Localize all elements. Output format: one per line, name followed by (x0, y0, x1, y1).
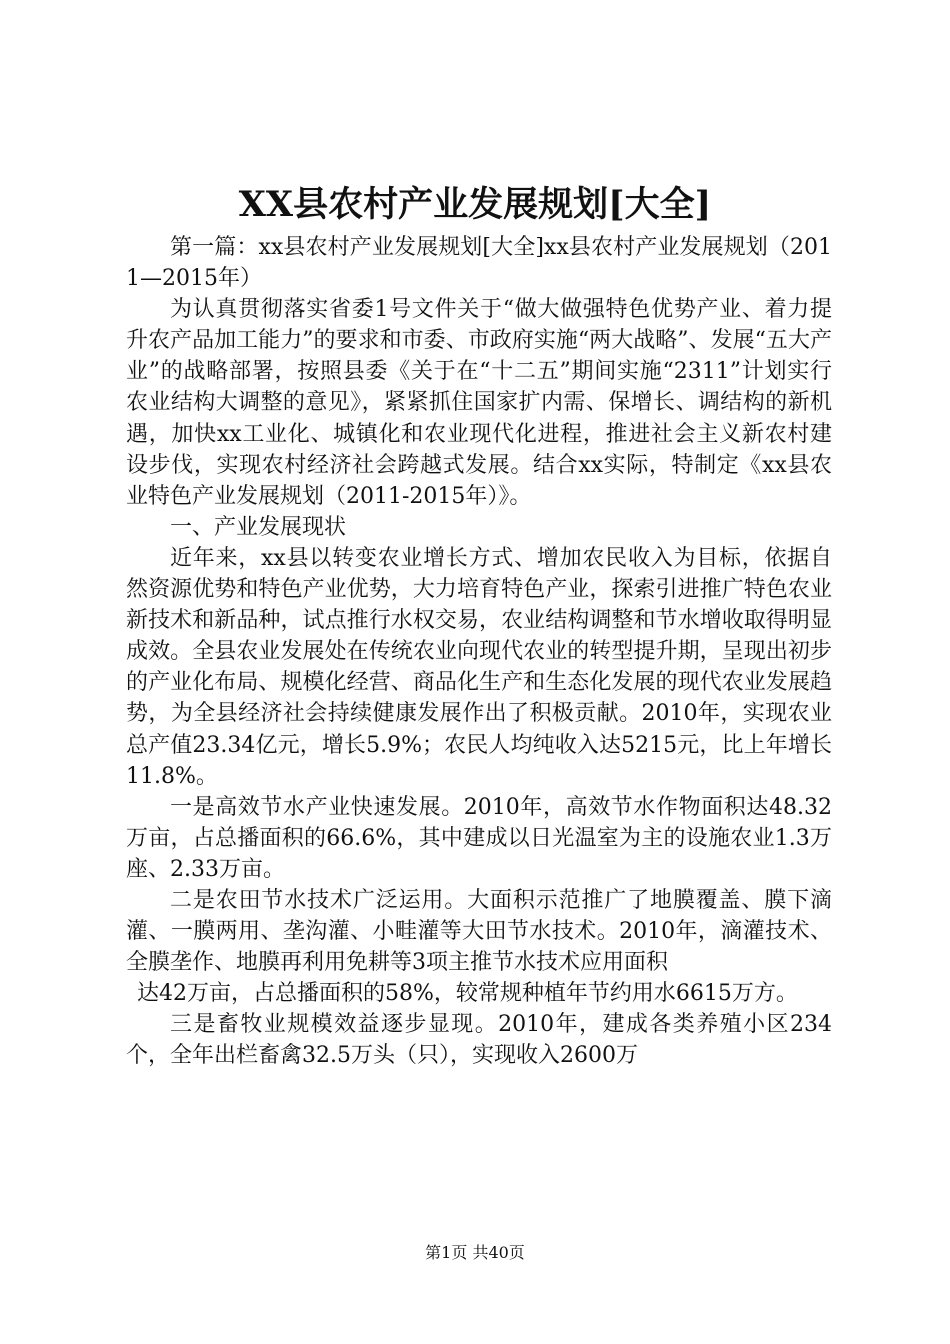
page-footer: 第1页 共40页 (425, 1243, 525, 1262)
paragraph-point-2-continued: 达42万亩，占总播面积的58%，较常规种植年节约用水6615万方。 (137, 981, 798, 1007)
paragraph-purpose: 为认真贯彻落实省委1号文件关于“做大做强特色优势产业、着力提升农产品加工能力”的要求和市委、市政府实施“两大战略”、发展“五大产业”的战略部署，按照县委《关于在“十二五”期间实施“2311”计划实行农业结构大调整的意见》，紧紧抓住国家扩内需、保增长、调结构的新机遇，加快xx工业化、城镇化和农业现代化进程，推进社会主义新农村建设步伐，实现农村经济社会跨越式发展。结合xx实际，特制定《xx县农业特色产业发展规划（2011-2015年）》。 (126, 297, 832, 509)
document-title: XX县农村产业发展规划[大全] (238, 184, 712, 225)
paragraph-point-2: 二是农田节水技术广泛运用。大面积示范推广了地膜覆盖、膜下滴灌、一膜两用、垄沟灌、小畦灌等大田节水技术。2010年，滴灌技术、全膜垄作、地膜再利用免耕等3项主推节水技术应用面积 (126, 887, 832, 976)
document-body (126, 232, 832, 1072)
paragraph-intro: 第一篇：xx县农村产业发展规划[大全]xx县农村产业发展规划（2011—2015年） (126, 235, 832, 292)
paragraph-point-1: 一是高效节水产业快速发展。2010年，高效节水作物面积达48.32万亩，占总播面积的66.6%，其中建成以日光温室为主的设施农业1.3万座、2.33万亩。 (126, 794, 832, 882)
section-heading-status: 一、产业发展现状 (170, 514, 347, 540)
paragraph-point-3: 三是畜牧业规模效益逐步显现。2010年，建成各类养殖小区234个，全年出栏畜禽32.5万头（只），实现收入2600万 (126, 1012, 832, 1069)
paragraph-status: 近年来，xx县以转变农业增长方式、增加农民收入为目标，依据自然资源优势和特色产业优势，大力培育特色产业，探索引进推广特色农业新技术和新品种，试点推行水权交易，农业结构调整和节水增收取得明显成效。全县农业发展处在传统农业向现代农业的转型提升期，呈现出初步的产业化布局、规模化经营、商品化生产和生态化发展的现代农业发展趋势，为全县经济社会持续健康发展作出了积极贡献。2010年，实现农业总产值23.34亿元，增长5.9%；农民人均纯收入达5215元，比上年增长11.8%。 (126, 545, 832, 789)
